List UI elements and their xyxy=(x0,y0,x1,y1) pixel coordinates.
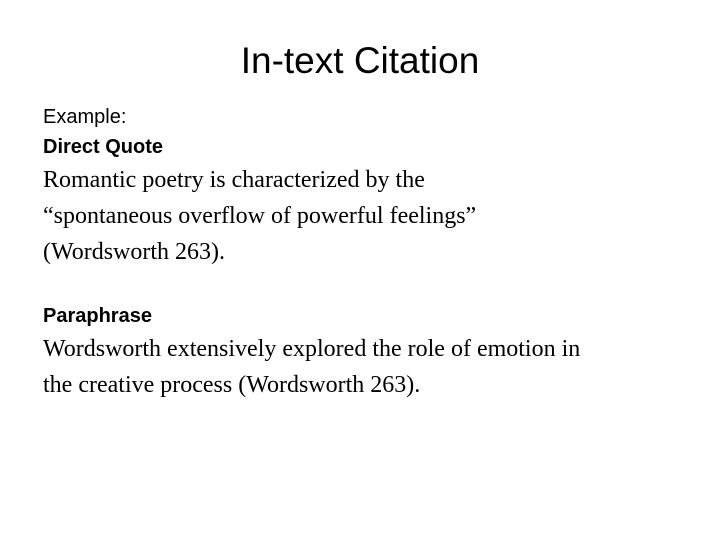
direct-quote-heading: Direct Quote xyxy=(43,136,164,158)
direct-quote-line: “spontaneous overflow of powerful feelings” xyxy=(43,203,477,229)
paraphrase-text xyxy=(43,331,703,403)
example-label: Example: xyxy=(43,106,127,128)
slide-body xyxy=(43,102,703,403)
section-spacer xyxy=(43,270,703,301)
direct-quote-line: (Wordsworth 263). xyxy=(43,239,226,265)
paraphrase-heading: Paraphrase xyxy=(43,305,152,327)
paraphrase-line: Wordsworth extensively explored the role of emotion in xyxy=(43,336,581,362)
paraphrase-line: the creative process (Wordsworth 263). xyxy=(43,372,421,398)
direct-quote-line: Romantic poetry is characterized by the xyxy=(43,167,425,193)
slide-title: In-text Citation xyxy=(240,40,480,81)
direct-quote-text xyxy=(43,162,703,270)
